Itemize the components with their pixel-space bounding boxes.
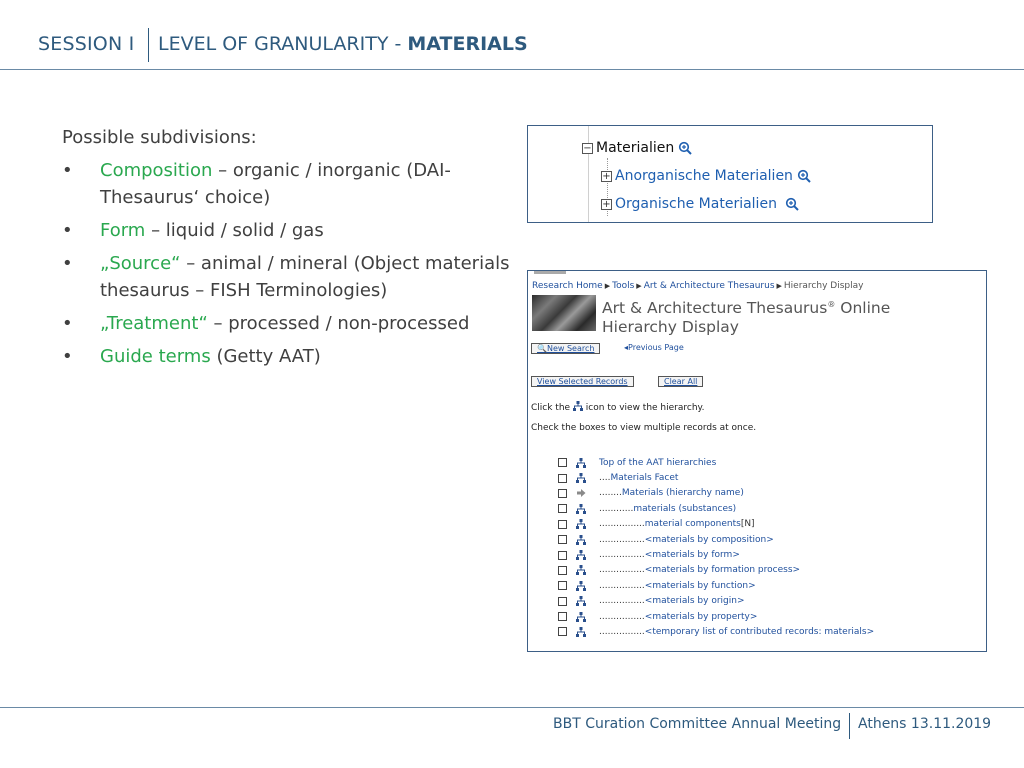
magnifier-icon[interactable] [678,141,692,155]
aat-page-title [602,295,890,337]
bullet-dot: • [62,160,73,181]
bullet-term: Guide terms [100,346,211,367]
footer-date: Athens 13.11.2019 [858,716,992,732]
breadcrumb-research-home[interactable]: Research Home [532,281,603,291]
aat-hierarchy-screenshot [527,270,987,652]
tree-node-label[interactable]: Organische Materialien [615,196,777,212]
breadcrumb-arrow-icon: ▶ [636,282,642,290]
tree-node-label[interactable]: Anorganische Materialien [615,168,793,184]
indent-dots: ................ [599,519,645,530]
hierarchy-icon[interactable] [576,458,586,468]
record-checkbox[interactable] [558,520,567,529]
record-checkbox[interactable] [558,489,567,498]
plus-box-icon[interactable]: + [602,170,611,182]
record-link[interactable]: <materials by composition> [644,534,774,545]
slide-header [0,0,1024,70]
registered-mark: ® [827,300,836,309]
indent-dots: ................ [599,534,645,545]
bullet-text: (Getty AAT) [210,346,321,367]
list-item [558,594,874,609]
aat-header-image-edge [534,271,566,274]
breadcrumb-aat[interactable]: Art & Architecture Thesaurus [643,281,775,291]
list-item [558,455,874,470]
hierarchy-icon[interactable] [576,596,586,606]
record-link[interactable]: <materials by origin> [644,596,745,607]
new-search-button[interactable] [531,343,600,354]
magnifier-icon[interactable] [797,169,811,183]
tree-node-label[interactable]: Materialien [596,140,675,156]
view-selected-records-button[interactable]: View Selected Records [531,376,634,387]
record-link[interactable]: <materials by formation process> [644,565,801,576]
record-checkbox[interactable] [558,566,567,575]
bullet-dot: • [62,346,73,367]
record-link[interactable]: <materials by property> [644,611,758,622]
list-item [558,609,874,624]
record-checkbox[interactable] [558,535,567,544]
instruction-suffix: icon to view the hierarchy. [582,403,705,413]
record-checkbox[interactable] [558,551,567,560]
materialien-tree-screenshot [527,125,933,223]
bullet-text: – liquid / solid / gas [145,220,324,241]
minus-box-icon[interactable]: − [583,142,592,154]
indent-dots: ................ [599,596,645,607]
instruction-prefix: Click the [531,403,573,413]
list-item [558,563,874,578]
list-item [558,517,874,532]
bullet-term: Composition [100,160,213,181]
record-checkbox[interactable] [558,474,567,483]
hierarchy-icon[interactable] [576,473,586,483]
bullet-term: „Source“ [100,253,181,274]
breadcrumb-tools[interactable]: Tools [612,281,635,291]
header-rule [0,69,1024,70]
bullet-text: – processed / non-processed [207,313,470,334]
record-link[interactable]: <materials by form> [644,550,740,561]
indent-dots: .... [599,473,611,484]
clear-all-button[interactable]: Clear All [658,376,703,387]
bullet-term: „Treatment“ [100,313,208,334]
slide-title-prefix: LEVEL OF GRANULARITY - [158,33,408,55]
footer-separator [849,713,850,739]
hierarchy-icon[interactable] [576,612,586,622]
aat-title-online: Online [835,299,891,318]
bullet-item [62,217,512,244]
hierarchy-icon [573,401,583,411]
bullet-text: – animal / mineral (Object materials thesaurus – FISH Terminologies) [100,253,510,301]
session-label: SESSION I [38,33,135,55]
checkbox-instruction: Check the boxes to view multiple records at once. [531,423,757,433]
record-checkbox[interactable] [558,612,567,621]
breadcrumb [532,281,863,291]
header-separator [148,28,149,62]
plus-box-icon[interactable]: + [602,198,611,210]
breadcrumb-arrow-icon: ▶ [776,282,782,290]
record-link[interactable]: Materials Facet [610,473,679,484]
list-item [558,624,874,639]
aat-title-line1: Art & Architecture Thesaurus [602,299,828,318]
hierarchy-instruction [531,401,704,413]
record-link[interactable]: <temporary list of contributed records: materials> [644,626,875,637]
record-checkbox[interactable] [558,458,567,467]
breadcrumb-arrow-icon: ▶ [604,282,611,290]
record-checkbox[interactable] [558,581,567,590]
record-link[interactable]: <materials by function> [644,580,756,591]
footer-rule [0,707,1024,708]
indent-dots: ................ [599,565,645,576]
tree-node-anorganische[interactable] [601,168,811,184]
bullet-term: Form [100,220,146,241]
hierarchy-icon[interactable] [576,565,586,575]
breadcrumb-current: Hierarchy Display [783,281,864,291]
bullet-dot: • [62,253,73,274]
bullet-dot: • [62,220,73,241]
aat-title-line2: Hierarchy Display [602,318,739,337]
footer-meeting: BBT Curation Committee Annual Meeting [553,716,842,732]
bullet-text: – organic / inorganic (DAI-Thesaurus‘ choice) [100,160,451,208]
record-checkbox[interactable] [558,627,567,636]
list-item [558,578,874,593]
indent-dots: ................ [599,626,645,637]
record-link[interactable]: Materials (hierarchy name) [621,488,744,499]
new-search-label: New Search [546,344,595,353]
list-item [558,547,874,562]
search-icon: 🔍 [537,344,547,353]
record-checkbox[interactable] [558,597,567,606]
indent-dots: ............ [599,503,634,514]
record-suffix: [N] [740,519,755,530]
hierarchy-icon[interactable] [576,550,586,560]
bullet-dot: • [62,313,73,334]
slide-title [158,33,528,55]
indent-dots: ................ [599,611,645,622]
hierarchy-list [558,455,874,640]
record-checkbox[interactable] [558,504,567,513]
hierarchy-icon[interactable] [576,627,586,637]
intro-text: Possible subdivisions: [62,127,257,148]
magnifier-icon[interactable] [785,197,799,211]
aat-header-image [532,295,596,331]
list-item [558,532,874,547]
previous-page-link[interactable]: ◂Previous Page [624,343,684,352]
hierarchy-icon[interactable] [576,535,586,545]
hierarchy-icon[interactable] [576,519,586,529]
record-link[interactable]: material components [644,519,741,530]
list-item [558,501,874,516]
slide-title-bold: MATERIALS [407,33,528,55]
record-link[interactable]: materials (substances) [633,503,737,514]
arrow-right-icon [576,488,586,498]
bullet-list [62,157,512,370]
subdivisions-text [62,124,512,376]
record-link[interactable]: Top of the AAT hierarchies [599,457,717,468]
bullet-item [62,250,512,304]
indent-dots: ................ [599,580,645,591]
bullet-item [62,343,512,370]
list-item [558,470,874,485]
list-item [558,486,874,501]
bullet-item [62,157,512,211]
hierarchy-icon[interactable] [576,581,586,591]
tree-node-organische[interactable] [601,196,799,212]
tree-node-materialien[interactable] [582,140,692,156]
indent-dots: ................ [599,550,645,561]
indent-dots: ........ [599,488,622,499]
hierarchy-icon[interactable] [576,504,586,514]
bullet-item [62,310,512,337]
